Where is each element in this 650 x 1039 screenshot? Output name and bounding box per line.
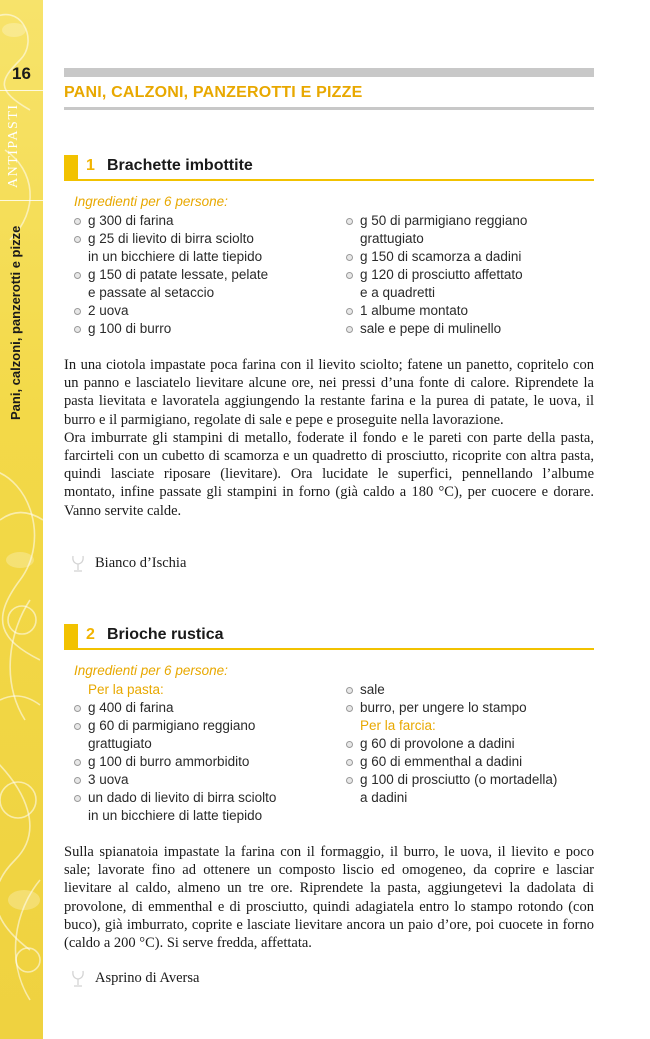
ingredient-item: g 100 di prosciutto (o mortadella)	[346, 771, 596, 789]
title-rule	[64, 107, 594, 110]
wine-name: Asprino di Aversa	[95, 970, 200, 986]
ingredient-continuation: grattugiato	[360, 231, 424, 246]
side-band	[0, 0, 43, 1039]
recipe-header	[64, 624, 594, 650]
recipe-header	[64, 155, 594, 181]
chapter-label: Pani, calzoni, panzerotti e pizze	[8, 225, 23, 421]
ingredient-item: g 120 di prosciutto affettato	[346, 266, 596, 284]
ingredient-item: g 150 di patate lessate, pelate	[74, 266, 334, 284]
method-paragraph: Sulla spianatoia impastate la farina con il formaggio, il burro, le uova, il lievito e poco sale; lavorate fino ad ottenere un composto liscio ed omogeneo, da coprire e lasciar lievitare al caldo, almeno un tre ore. Riprendete la pasta, aggiungetevi la dadolata di provolone, di emmenthal e di prosciutto, quindi adagiatela entro lo stampo rotondo (con buco), già imburrato, coprite e lasciate lievitare ancora un paio d’ore, poi cuocete in forno (caldo a 200 °C). Si serve fredda, affettata.	[64, 844, 594, 952]
ingredient-item: g 50 di parmigiano reggiano	[346, 212, 596, 230]
wine-name: Bianco d’Ischia	[95, 555, 187, 571]
ingredient-item: g 100 di burro ammorbidito	[74, 753, 334, 771]
page-number: 16	[12, 64, 31, 83]
ingredient-item: un dado di lievito di birra sciolto	[74, 789, 334, 807]
recipe-rule	[64, 179, 594, 181]
ingredient-item: g 25 di lievito di birra sciolto	[74, 230, 334, 248]
recipe-tab	[64, 624, 78, 648]
wine-glass-icon	[68, 554, 88, 574]
recipe-number: 2	[86, 626, 95, 643]
recipe-rule	[64, 648, 594, 650]
recipe-number: 1	[86, 157, 95, 174]
ingredient-continuation: e a quadretti	[360, 285, 436, 300]
method-paragraph: Ora imburrate gli stampini di metallo, foderate il fondo e le pareti con parte della pasta, farcirteli con un cubetto di scamorza e un quadretto di prosciutto, ricoprite con altra pasta, quindi lasciate riposare (lievitare). Ora lucidate le superfici, pennellando l’albume montato, infine passate gli stampini in forno (già caldo a 180 °C), per cuocere e dorare. Vanno servite calde.	[64, 429, 594, 519]
ingredient-item: g 60 di provolone a dadini	[346, 735, 596, 753]
ingredient-item: burro, per ungere lo stampo	[346, 699, 596, 717]
section-label: ANTIPASTI	[6, 103, 21, 189]
recipe-method	[64, 843, 594, 952]
ingredient-item: g 60 di emmenthal a dadini	[346, 753, 596, 771]
ingredient-continuation: in un bicchiere di latte tiepido	[88, 808, 263, 823]
header-bar	[64, 68, 594, 77]
ingredient-item: g 60 di parmigiano reggiano	[74, 717, 334, 735]
ingredient-item: g 100 di burro	[74, 320, 334, 338]
ingredient-item: sale	[346, 681, 596, 699]
page-title: PANI, CALZONI, PANZEROTTI E PIZZE	[64, 84, 363, 101]
ingredients-title: Ingredienti per 6 persone:	[74, 194, 228, 209]
ingredient-subheading: Per la pasta:	[88, 682, 164, 697]
wine-glass-icon	[68, 969, 88, 989]
ingredients-right	[346, 681, 596, 807]
ingredient-subheading: Per la farcia:	[360, 718, 436, 733]
recipe-title: Brioche rustica	[107, 626, 224, 643]
recipe-title: Brachette imbottite	[107, 157, 253, 174]
ingredient-item: 1 albume montato	[346, 302, 596, 320]
ingredient-item: 3 uova	[74, 771, 334, 789]
ingredient-item: g 150 di scamorza a dadini	[346, 248, 596, 266]
ingredients-left	[74, 681, 334, 825]
method-paragraph: In una ciotola impastate poca farina con il lievito sciolto; fatene un panetto, copritelo con un panno e lasciatelo lievitare alcune ore, nei pressi d’una fonte di calore. Riprendete la pasta lievitata e lavoratela aggiungendo la restante farina e la purea di patate, le uova, il burro e il parmigiano, regolate di sale e pepe e proseguite nella lavorazione.	[64, 357, 594, 428]
ingredients-title: Ingredienti per 6 persone:	[74, 663, 228, 678]
ingredient-item: 2 uova	[74, 302, 334, 320]
recipe-method	[64, 356, 594, 520]
ingredient-continuation: grattugiato	[88, 736, 152, 751]
ingredients-right	[346, 212, 596, 338]
ingredient-continuation: a dadini	[360, 790, 408, 805]
ingredient-continuation: e passate al setaccio	[88, 285, 215, 300]
ingredients-left	[74, 212, 334, 338]
band-divider	[0, 200, 43, 201]
band-divider	[0, 90, 43, 91]
ingredient-item: g 400 di farina	[74, 699, 334, 717]
ingredient-continuation: in un bicchiere di latte tiepido	[88, 249, 263, 264]
ingredient-item: g 300 di farina	[74, 212, 334, 230]
ingredient-item: sale e pepe di mulinello	[346, 320, 596, 338]
recipe-tab	[64, 155, 78, 179]
